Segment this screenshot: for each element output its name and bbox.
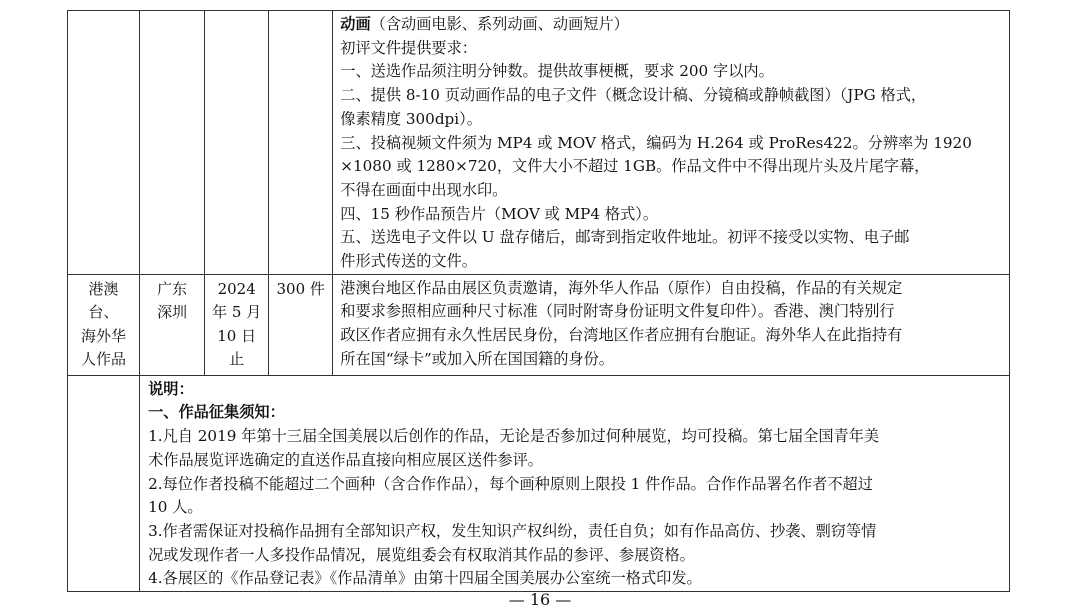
- text-line: 像素精度 300dpi）。: [340, 109, 482, 128]
- text-line: 4.各展区的《作品登记表》《作品清单》由第十四届全国美展办公室统一格式印发。: [148, 569, 702, 588]
- text-line: ×1080 或 1280×720，文件大小不超过 1GB。作品文件中不得出现片头及片尾字幕，: [340, 157, 930, 176]
- page-number: — 16 —: [508, 590, 572, 609]
- text-line: 10 人。: [148, 498, 203, 517]
- hk-macao-taiwan-requirements-cell: [333, 274, 1010, 375]
- area-line: 人作品: [81, 350, 127, 369]
- animation-heading: 动画: [340, 15, 371, 33]
- text-line: 件形式传送的文件。: [340, 252, 477, 271]
- text-line: 术作品展览评选确定的直送作品直接向相应展区送件参评。: [148, 450, 543, 469]
- notes-row: [68, 375, 1010, 591]
- notes-cell: [140, 375, 1010, 591]
- deadline-line: 止: [229, 350, 245, 369]
- text-line: 二、提供 8-10 页动画作品的电子文件（概念设计稿、分镜稿或静帧截图）（JPG 格式，: [340, 86, 927, 105]
- text-line: 港澳台地区作品由展区负责邀请，海外华人作品（原作）自由投稿，作品的有关规定: [340, 278, 903, 297]
- animation-heading-suffix: （含动画电影、系列动画、动画短片）: [370, 15, 629, 33]
- animation-heading-line: [340, 13, 1003, 37]
- notes-subtitle: 一、作品征集须知：: [148, 403, 285, 422]
- notes-title: 说明：: [148, 379, 194, 398]
- text-line: 3.作者需保证对投稿作品拥有全部知识产权，发生知识产权纠纷，责任自负；如有作品高仿、抄袭、剽窃等情: [148, 521, 877, 540]
- count-cell: [269, 274, 333, 375]
- deadline-cell: [205, 274, 269, 375]
- text-line: 五、送选电子文件以 U 盘存储后，邮寄到指定收件地址。初评不接受以实物、电子邮: [340, 228, 910, 247]
- submission-requirements-table: [67, 10, 1010, 592]
- text-line: 所在国“绿卡”或加入所在国国籍的身份。: [340, 349, 614, 368]
- area-line: 海外华: [81, 326, 127, 345]
- text-line: 三、投稿视频文件须为 MP4 或 MOV 格式，编码为 H.264 或 ProRes422。分辨率为 1920: [340, 133, 972, 152]
- text-line: 四、15 秒作品预告片（MOV 或 MP4 格式）。: [340, 204, 659, 223]
- place-line: 深圳: [157, 303, 188, 322]
- area-line: 港澳: [88, 279, 119, 298]
- animation-row: [68, 11, 1010, 275]
- empty-cell: [68, 11, 140, 275]
- area-cell: [68, 274, 140, 375]
- text-line: 初评文件提供要求：: [340, 38, 477, 57]
- text-line: 1.凡自 2019 年第十三届全国美展以后创作的作品，无论是否参加过何种展览，均可投稿。第七届全国青年美: [148, 427, 880, 446]
- text-line: 不得在画面中出现水印。: [340, 180, 508, 199]
- hk-macao-taiwan-row: [68, 274, 1010, 375]
- count-value: 300 件: [276, 279, 325, 298]
- area-line: 台、: [88, 303, 119, 322]
- deadline-line: 10 日: [217, 326, 257, 345]
- empty-cell: [68, 375, 140, 591]
- text-line: 和要求参照相应画种尺寸标准（同时附寄身份证明文件复印件）。香港、澳门特别行: [340, 302, 895, 321]
- empty-cell: [140, 11, 205, 275]
- animation-requirements-cell: [333, 11, 1010, 275]
- empty-cell: [205, 11, 269, 275]
- text-line: 况或发现作者一人多投作品情况，展览组委会有权取消其作品的参评、参展资格。: [148, 545, 695, 564]
- text-line: 2.每位作者投稿不能超过二个画种（含合作作品），每个画种原则上限投 1 件作品。合作作品署名作者不超过: [148, 474, 873, 493]
- place-cell: [140, 274, 205, 375]
- place-line: 广东: [157, 279, 188, 298]
- text-line: 政区作者应拥有永久性居民身份，台湾地区作者应拥有台胞证。海外华人在此指持有: [340, 326, 903, 345]
- deadline-line: 2024: [217, 279, 256, 298]
- text-line: 一、送选作品须注明分钟数。提供故事梗概，要求 200 字以内。: [340, 62, 774, 81]
- deadline-line: 年 5 月: [212, 303, 262, 322]
- empty-cell: [269, 11, 333, 275]
